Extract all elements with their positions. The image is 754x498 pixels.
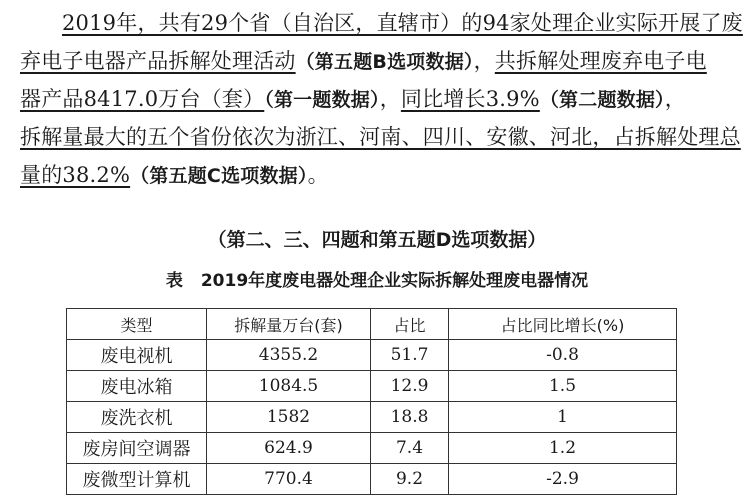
header-share: 占比 — [371, 309, 449, 340]
cell-share: 18.8 — [371, 402, 449, 433]
paragraph-text: 。 — [307, 163, 329, 187]
cell-type: 废微型计算机 — [67, 464, 207, 495]
cell-share: 7.4 — [371, 433, 449, 464]
paragraph-text: 弃电子电器产品拆解处理活动 — [20, 49, 296, 73]
cell-quantity: 624.9 — [207, 433, 371, 464]
cell-quantity: 1582 — [207, 402, 371, 433]
question-reference: （第一题数据） — [264, 89, 380, 111]
paragraph-text: 2019年，共有29个省（自治区，直辖市）的94家处理企业实际开展了废 — [62, 11, 743, 35]
cell-type: 废洗衣机 — [67, 402, 207, 433]
table-row — [67, 433, 677, 464]
table-row — [67, 340, 677, 371]
cell-type: 废房间空调器 — [67, 433, 207, 464]
table-row — [67, 371, 677, 402]
cell-share: 51.7 — [371, 340, 449, 371]
table-caption-prefix: 表 — [165, 271, 183, 291]
paragraph-text: 器产品8417.0万台（套） — [20, 87, 265, 111]
paragraph-text: 拆解量最大的五个省份依次为浙江、河南、四川、安徽、河北，占拆解处理总 — [20, 125, 741, 149]
paragraph-text: ， — [473, 49, 495, 73]
cell-quantity: 4355.2 — [207, 340, 371, 371]
cell-share: 9.2 — [371, 464, 449, 495]
paragraph-line — [20, 42, 740, 80]
question-reference: （第二题数据） — [539, 89, 665, 111]
cell-quantity: 1084.5 — [207, 371, 371, 402]
paragraph-text: ， — [664, 87, 686, 111]
table-header-row — [67, 309, 677, 340]
paragraph-text: ， — [379, 87, 401, 111]
paragraph-line — [20, 4, 743, 42]
question-reference: （第五题C选项数据） — [130, 165, 308, 187]
cell-share-growth: 1.2 — [449, 433, 677, 464]
table-caption — [0, 268, 754, 294]
data-source-note: （第二、三、四题和第五题D选项数据） — [207, 229, 547, 251]
cell-share-growth: -2.9 — [449, 464, 677, 495]
paragraph-text: 共拆解处理废弃电子电 — [494, 49, 707, 73]
cell-share-growth: 1 — [449, 402, 677, 433]
header-quantity: 拆解量万台(套) — [207, 309, 371, 340]
paragraph-line — [20, 156, 740, 194]
paragraph-text: 量的38.2% — [20, 163, 131, 187]
appliance-dismantling-table — [66, 308, 677, 495]
cell-type: 废电冰箱 — [67, 371, 207, 402]
paragraph-line — [20, 118, 740, 156]
header-share-growth: 占比同比增长(%) — [449, 309, 677, 340]
table-row — [67, 464, 677, 495]
intro-paragraph — [20, 4, 743, 194]
table-row — [67, 402, 677, 433]
question-reference: （第五题B选项数据） — [295, 51, 474, 73]
cell-share-growth: 1.5 — [449, 371, 677, 402]
table-caption-title: 2019年度废电器处理企业实际拆解处理废电器情况 — [200, 271, 589, 291]
header-type: 类型 — [67, 309, 207, 340]
paragraph-text: 同比增长3.9% — [400, 87, 540, 111]
cell-type: 废电视机 — [67, 340, 207, 371]
cell-quantity: 770.4 — [207, 464, 371, 495]
cell-share-growth: -0.8 — [449, 340, 677, 371]
paragraph-line — [20, 80, 740, 118]
cell-share: 12.9 — [371, 371, 449, 402]
